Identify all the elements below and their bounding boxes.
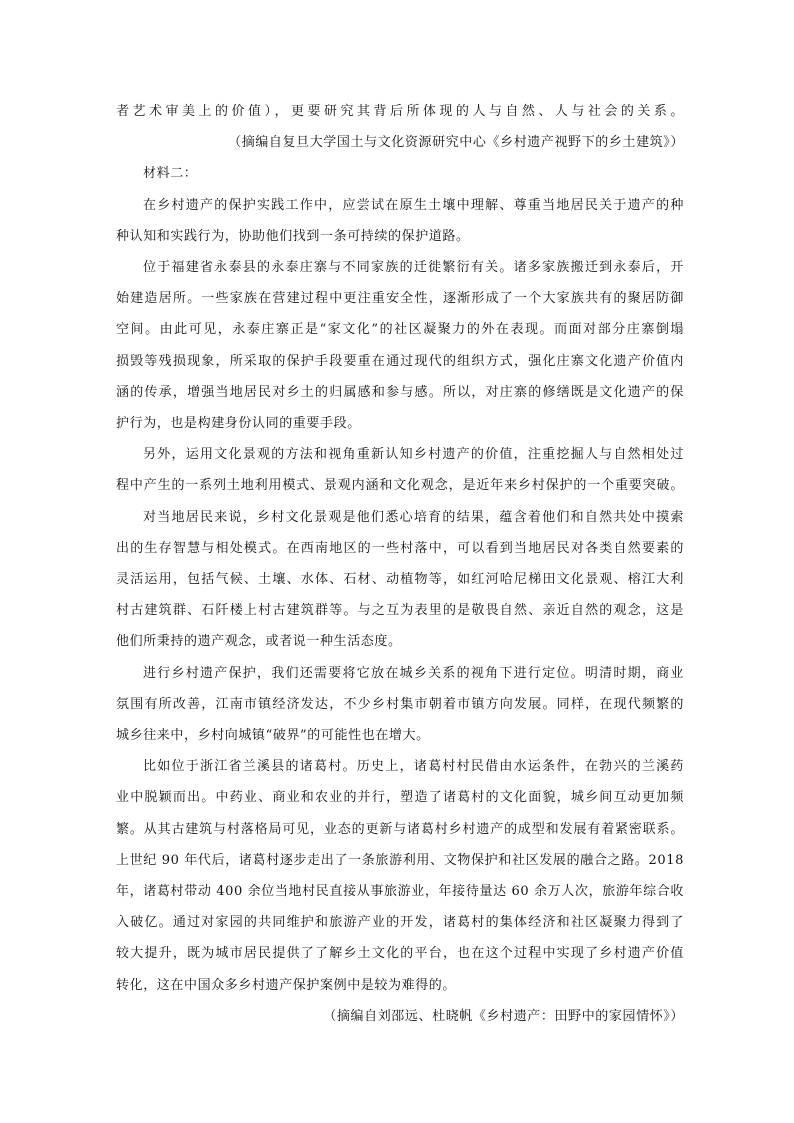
text-line: 城乡往来中，乡村向城镇“破界”的可能性也在增大。 — [116, 728, 430, 744]
text-line: 位于福建省永泰县的永泰庄寨与不同家族的迁徙繁衍有关。诸多家族搬迁到永泰后，开 — [143, 260, 684, 276]
text-line: 种认知和实践行为，协助他们找到一条可持续的保护道路。 — [116, 228, 470, 244]
source-citation: （摘编自复旦大学国土与文化资源研究中心《乡村遗产视野下的乡土建筑》） — [228, 135, 684, 151]
text-line: 较大提升，既为城市居民提供了了解乡土文化的平台，也在这个过程中实现了乡村遗产价值 — [116, 946, 684, 962]
text-line: 繁。从其古建筑与村落格局可见，业态的更新与诸葛村乡村遗产的成型和发展有着紧密联系。 — [116, 821, 684, 837]
text-line: 护行为，也是构建身份认同的重要手段。 — [116, 416, 361, 432]
text-line: 他们所秉持的遗产观念，或者说一种生活态度。 — [116, 634, 402, 650]
text-line: 入破亿。通过对家园的共同维护和旅游产业的开发，诸葛村的集体经济和社区凝聚力得到了 — [116, 915, 684, 931]
text-line: 空间。由此可见，永泰庄寨正是“家文化”的社区凝聚力的外在表现。而面对部分庄寨倒塌 — [116, 322, 684, 338]
document-page — [116, 96, 684, 1032]
text-line: 年，诸葛村带动 400 余位当地村民直接从事旅游业，年接待量达 60 余万人次，旅游年综合收 — [116, 884, 685, 900]
text-line: 在乡村遗产的保护实践工作中，应尝试在原生土壤中理解、尊重当地居民关于遗产的种 — [143, 197, 684, 213]
text-line: 业中脱颖而出。中药业、商业和农业的并行，塑造了诸葛村的文化面貌，城乡间互动更加频 — [116, 790, 684, 806]
text-line: 出的生存智慧与相处模式。在西南地区的一些村落中，可以看到当地居民对各类自然要素的 — [116, 540, 684, 556]
text-line: 损毁等残损现象，所采取的保护手段要重在通过现代的组织方式，强化庄寨文化遗产价值内 — [116, 353, 684, 369]
text-line: 者艺术审美上的价值），更要研究其背后所体现的人与自然、人与社会的关系。 — [116, 104, 684, 119]
text-line: 转化，这在中国众多乡村遗产保护案例中是较为难得的。 — [116, 977, 457, 993]
text-line: 进行乡村遗产保护，我们还需要将它放在城乡关系的视角下进行定位。明清时期，商业 — [143, 665, 684, 681]
text-line: 始建造居所。一些家族在营建过程中更注重安全性，逐渐形成了一个大家族共有的聚居防御 — [116, 291, 684, 307]
text-line: 氛围有所改善，江南市镇经济发达，不少乡村集市朝着市镇方向发展。同样，在现代频繁的 — [116, 696, 684, 712]
text-line: 程中产生的一系列土地利用模式、景观内涵和文化观念，是近年来乡村保护的一个重要突破。 — [116, 478, 684, 494]
text-line: 比如位于浙江省兰溪县的诸葛村。历史上，诸葛村村民借由水运条件，在勃兴的兰溪药 — [143, 759, 684, 775]
section-heading: 材料二： — [143, 166, 198, 182]
text-line: 涵的传承，增强当地居民对乡土的归属感和参与感。所以，对庄寨的修缮既是文化遗产的保 — [116, 384, 684, 400]
source-citation: （摘编自刘邵远、杜晓帆《乡村遗产：田野中的家园情怀》） — [323, 1008, 684, 1024]
text-line: 对当地居民来说，乡村文化景观是他们悉心培育的结果，蕴含着他们和自然共处中摸索 — [143, 509, 684, 525]
text-line: 村古建筑群、石阡楼上村古建筑群等。与之互为表里的是敬畏自然、亲近自然的观念，这是 — [116, 603, 684, 619]
text-line: 灵活运用，包括气候、土壤、水体、石材、动植物等，如红河哈尼梯田文化景观、榕江大利 — [116, 572, 684, 588]
text-line: 上世纪 90 年代后，诸葛村逐步走出了一条旅游利用、文物保护和社区发展的融合之路。2018 — [116, 852, 684, 868]
text-line: 另外，运用文化景观的方法和视角重新认知乡村遗产的价值，注重挖掘人与自然相处过 — [143, 447, 684, 463]
